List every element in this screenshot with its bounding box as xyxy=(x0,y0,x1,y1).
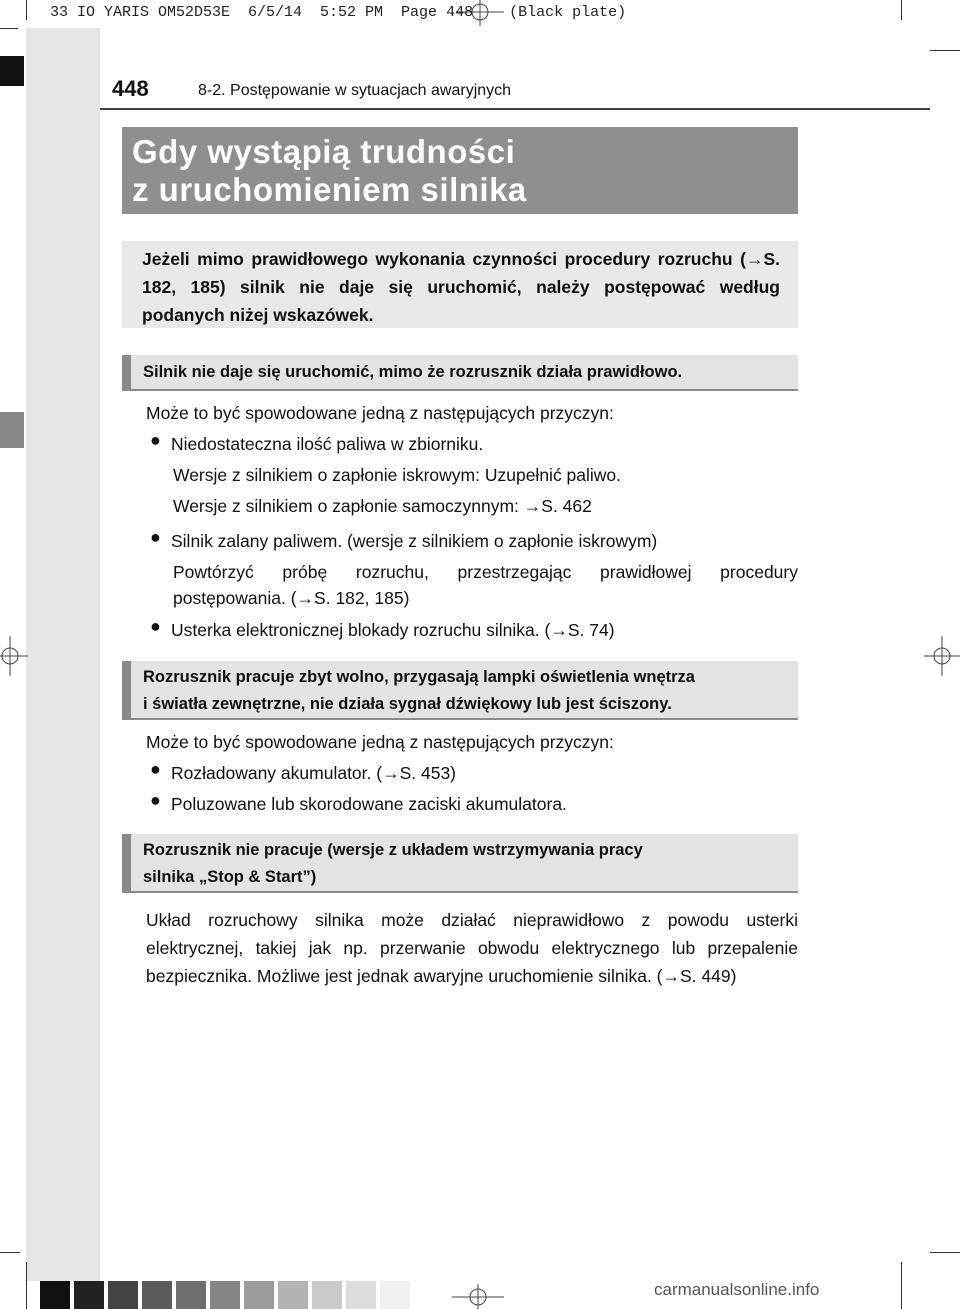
color-swatch xyxy=(210,1281,240,1309)
bullet-text: Silnik zalany paliwem. (wersje z silnikiem o zapłonie iskrowym) xyxy=(171,531,658,551)
crop-mark xyxy=(901,1262,902,1309)
detail-text: Wersje z silnikiem o zapłonie samoczynnym: →S. 462 xyxy=(173,496,592,516)
registration-mark-icon xyxy=(452,1284,504,1309)
color-swatch xyxy=(176,1281,206,1309)
color-swatch xyxy=(40,1281,70,1309)
subheading-line: i światła zewnętrzne, nie działa sygnał dźwiękowy lub jest ściszony. xyxy=(143,695,672,713)
subheading xyxy=(122,834,798,893)
color-swatch xyxy=(346,1281,376,1309)
crop-mark xyxy=(901,0,902,20)
bullet-text: Poluzowane lub skorodowane zaciski akumulatora. xyxy=(171,794,567,814)
bullet-icon: ● xyxy=(150,527,161,547)
color-swatch xyxy=(142,1281,172,1309)
subheading-line: Rozrusznik nie pracuje (wersje z układem wstrzymywania pracy xyxy=(143,841,643,859)
chapter-tab-grey xyxy=(0,412,24,448)
bullet-icon: ● xyxy=(150,759,161,779)
color-swatch xyxy=(380,1281,410,1309)
watermark: carmanualsonline.info xyxy=(654,1280,820,1299)
detail-text: postępowania. (→S. 182, 185) xyxy=(173,588,410,608)
color-swatch xyxy=(244,1281,274,1309)
subheading-line: Rozrusznik pracuje zbyt wolno, przygasają lampki oświetlenia wnętrza xyxy=(143,668,695,686)
crop-mark xyxy=(0,28,18,29)
bullet-icon: ● xyxy=(150,790,161,810)
side-margin-bar xyxy=(26,28,100,1281)
page-number: 448 xyxy=(112,76,149,101)
chapter-tab-black xyxy=(0,56,24,86)
bullet-text: Usterka elektronicznej blokady rozruchu silnika. (→S. 74) xyxy=(171,620,615,640)
crop-mark xyxy=(0,1252,20,1253)
bullet-icon: ● xyxy=(150,616,161,636)
crop-mark xyxy=(930,50,960,51)
section-title-line: z uruchomieniem silnika xyxy=(132,171,527,208)
color-swatch xyxy=(312,1281,342,1309)
detail-text: Wersje z silnikiem o zapłonie iskrowym: Uzupełnić paliwo. xyxy=(173,465,622,485)
crop-mark xyxy=(930,1252,960,1253)
bullet-icon: ● xyxy=(150,430,161,450)
subheading: Silnik nie daje się uruchomić, mimo że rozrusznik działa prawidłowo. xyxy=(122,355,798,391)
lead-text: Może to być spowodowane jedną z następujących przyczyn: xyxy=(146,732,614,752)
header-rule xyxy=(100,108,930,110)
crop-mark xyxy=(26,1262,27,1309)
color-swatch xyxy=(108,1281,138,1309)
subheading-line: silnika „Stop & Start”) xyxy=(143,868,317,886)
section-title xyxy=(122,127,798,214)
intro-box: Jeżeli mimo prawidłowego wykonania czynności procedury rozruchu (→S. 182, 185) silnik nie daje się uruchomić, należy postępować według podanych niżej wskazówek. xyxy=(122,241,798,328)
print-slug: 33 IO YARIS OM52D53E 6/5/14 5:52 PM Page 448 (Black plate) xyxy=(50,4,627,21)
crop-mark xyxy=(26,0,27,20)
body-paragraph: Układ rozruchowy silnika może działać nieprawidłowo z powodu usterki elektrycznej, takiej jak np. przerwanie obwodu elektrycznego lub przepalenie bezpiecznika. Możliwe jest jednak awaryjne uruchomienie silnika. (→S. 449) xyxy=(146,910,798,986)
bullet-text: Rozładowany akumulator. (→S. 453) xyxy=(171,763,456,783)
subheading xyxy=(122,661,798,720)
lead-text: Może to być spowodowane jedną z następujących przyczyn: xyxy=(146,403,614,423)
section-title-line: Gdy wystąpią trudności xyxy=(132,133,516,170)
color-calibration-bar xyxy=(40,1281,410,1309)
bullet-text: Niedostateczna ilość paliwa w zbiorniku. xyxy=(171,434,484,454)
color-swatch xyxy=(278,1281,308,1309)
registration-mark-icon xyxy=(924,636,960,676)
detail-text: Powtórzyć próbę rozruchu, przestrzegając prawidłowej procedury xyxy=(173,562,798,582)
color-swatch xyxy=(74,1281,104,1309)
chapter-title: 8-2. Postępowanie w sytuacjach awaryjnych xyxy=(198,82,512,99)
registration-mark-icon xyxy=(0,636,28,676)
